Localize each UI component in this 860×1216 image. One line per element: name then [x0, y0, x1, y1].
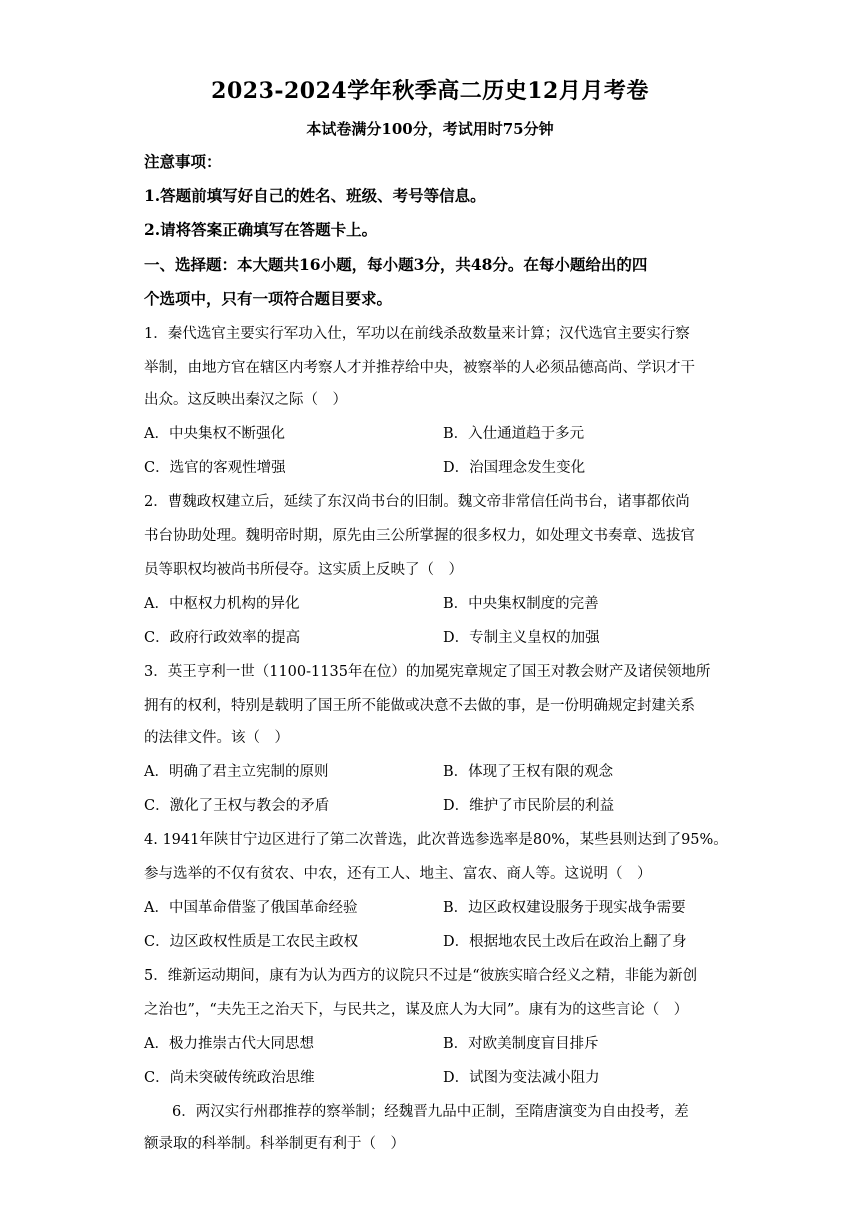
- question-text: 1．秦代选官主要实行军功入仕，军功以在前线杀敌数量来计算；汉代选官主要实行察: [144, 326, 690, 342]
- question-text: 4. 1941年陕甘宁边区进行了第二次普选，此次普选参选率是80%，某些县则达到了95%。: [144, 832, 728, 848]
- question-text: 3．英王亨利一世（1100-1135年在位）的加冕宪章规定了国王对教会财产及诸侯领地所: [144, 664, 711, 680]
- option-c: C．边区政权性质是工农民主政权: [144, 934, 359, 950]
- section-heading: 一、选择题：本大题共16小题，每小题3分，共48分。在每小题给出的四: [144, 255, 648, 274]
- option-b: B．入仕通道趋于多元: [443, 426, 585, 442]
- question-text: 的法律文件。该（ ）: [144, 730, 289, 746]
- question-text: 拥有的权利，特别是载明了国王所不能做或决意不去做的事，是一份明确规定封建关系: [144, 698, 695, 714]
- option-d: D．试图为变法减小阻力: [443, 1070, 600, 1086]
- option-a: A．中央集权不断强化: [144, 426, 285, 442]
- question-text: 出众。这反映出秦汉之际（ ）: [144, 392, 347, 408]
- option-c: C．激化了王权与教会的矛盾: [144, 798, 330, 814]
- question-text: 员等职权均被尚书所侵夺。这实质上反映了（ ）: [144, 562, 463, 578]
- question-text: 之治也”，“夫先王之治天下，与民共之，谋及庶人为大同”。康有为的这些言论（ ）: [144, 1002, 689, 1018]
- notice-heading: 注意事项：: [144, 152, 222, 171]
- option-d: D．专制主义皇权的加强: [443, 630, 600, 646]
- section-heading: 个选项中，只有一项符合题目要求。: [144, 289, 393, 308]
- page-title: 2023-2024学年秋季高二历史12月月考卷: [211, 78, 649, 104]
- page-subtitle: 本试卷满分100分，考试用时75分钟: [306, 120, 554, 138]
- option-b: B．边区政权建设服务于现实战争需要: [443, 900, 686, 916]
- option-d: D．治国理念发生变化: [443, 460, 586, 476]
- question-text: 举制，由地方官在辖区内考察人才并推荐给中央，被察举的人必须品德高尚、学识才干: [144, 360, 695, 376]
- notice-item: 2.请将答案正确填写在答题卡上。: [144, 220, 378, 239]
- option-d: D．维护了市民阶层的利益: [443, 798, 615, 814]
- option-c: C．尚未突破传统政治思维: [144, 1070, 315, 1086]
- option-c: C．选官的客观性增强: [144, 460, 286, 476]
- option-a: A．明确了君主立宪制的原则: [144, 764, 329, 780]
- notice-item: 1.答题前填写好自己的姓名、班级、考号等信息。: [144, 186, 486, 205]
- option-b: B．体现了王权有限的观念: [443, 764, 614, 780]
- question-text: 6．两汉实行州郡推荐的察举制；经魏晋九品中正制，至隋唐演变为自由投考，差: [172, 1104, 689, 1120]
- option-c: C．政府行政效率的提高: [144, 630, 301, 646]
- question-text: 5．维新运动期间，康有为认为西方的议院只不过是“彼族实暗合经义之精，非能为新创: [144, 968, 698, 984]
- option-a: A．极力推崇古代大同思想: [144, 1036, 314, 1052]
- option-b: B．中央集权制度的完善: [443, 596, 599, 612]
- question-text: 书台协助处理。魏明帝时期，原先由三公所掌握的很多权力，如处理文书奏章、选拔官: [144, 528, 695, 544]
- question-text: 参与选举的不仅有贫农、中农，还有工人、地主、富农、商人等。这说明（ ）: [144, 866, 652, 882]
- option-b: B．对欧美制度盲目排斥: [443, 1036, 599, 1052]
- option-a: A．中枢权力机构的异化: [144, 596, 300, 612]
- question-text: 额录取的科举制。科举制更有利于（ ）: [144, 1136, 405, 1152]
- option-a: A．中国革命借鉴了俄国革命经验: [144, 900, 358, 916]
- question-text: 2．曹魏政权建立后，延续了东汉尚书台的旧制。魏文帝非常信任尚书台，诸事都依尚: [144, 494, 690, 510]
- option-d: D．根据地农民土改后在政治上翻了身: [443, 934, 687, 950]
